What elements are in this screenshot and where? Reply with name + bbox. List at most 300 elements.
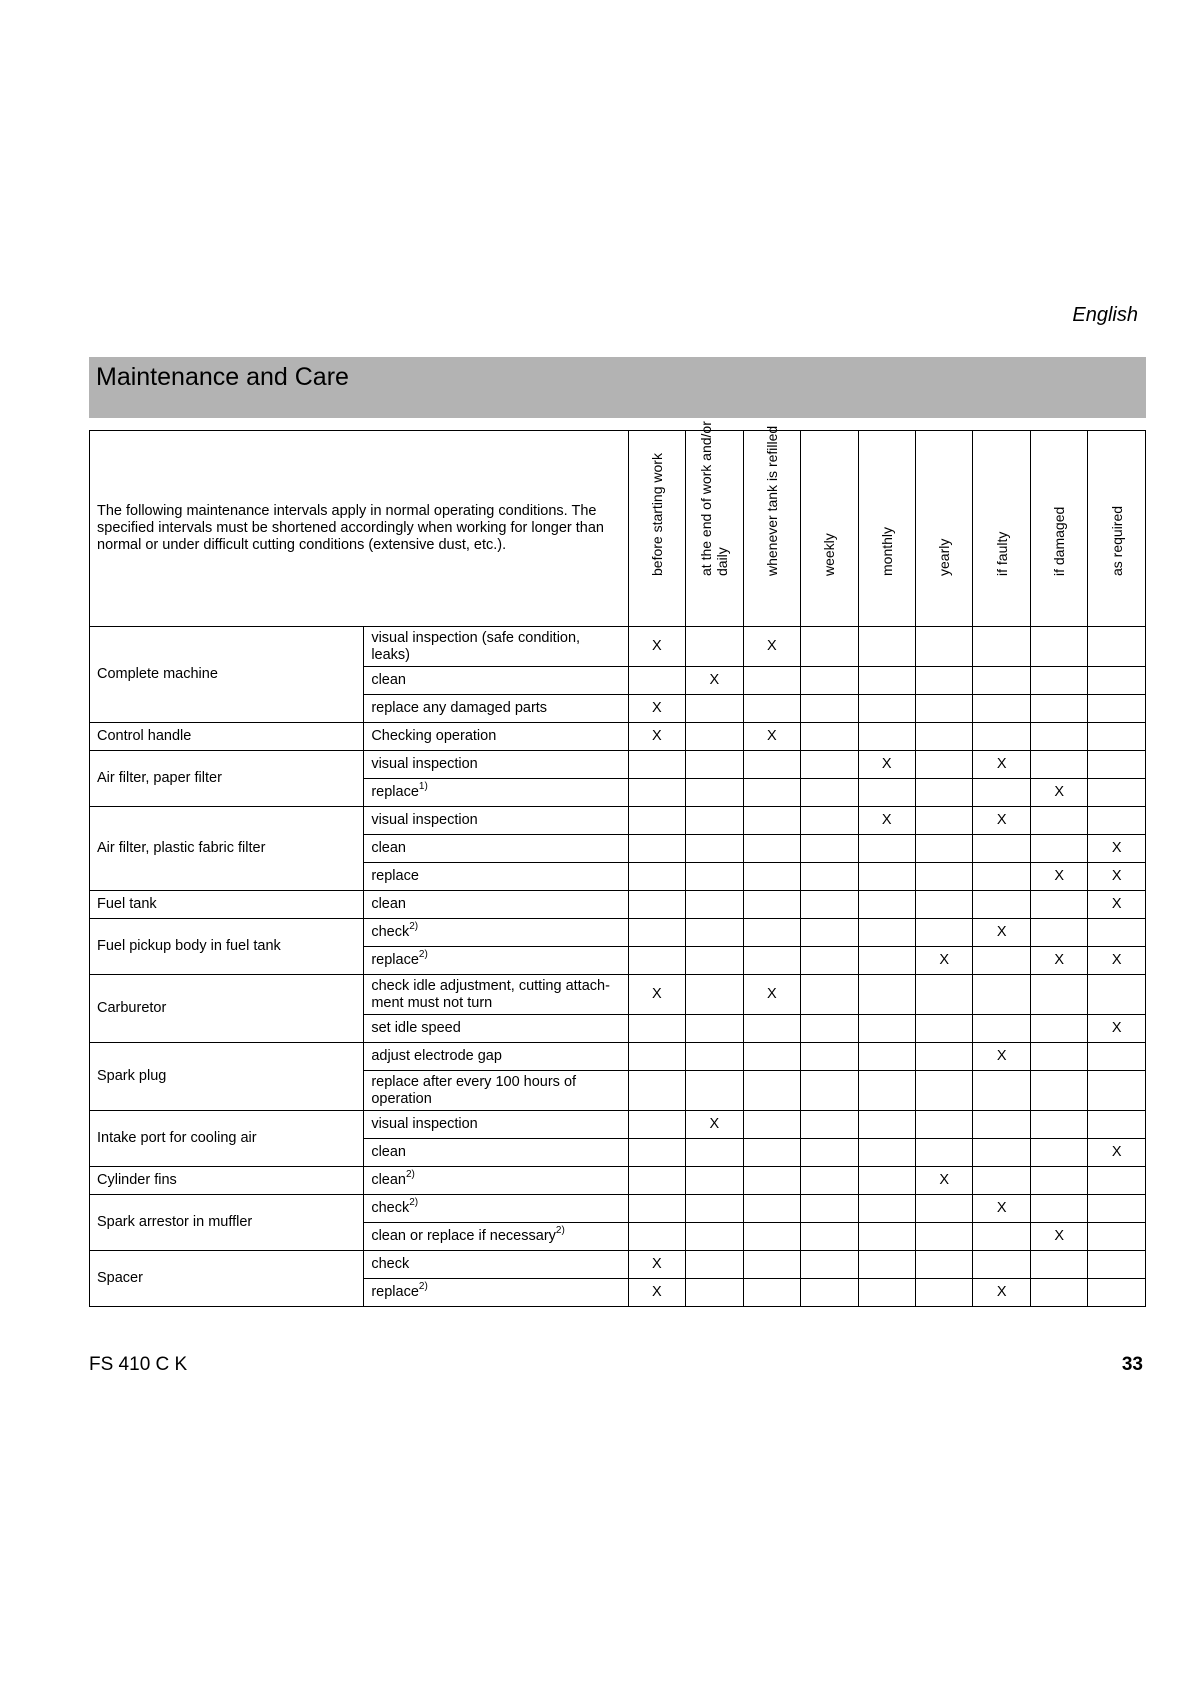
action-text: check [371,1200,410,1216]
interval-mark-cell [1088,1015,1146,1043]
interval-mark-cell [743,1111,800,1139]
column-header [686,421,743,627]
interval-mark-cell [973,1195,1030,1223]
maintenance-action [364,1223,628,1251]
action-text: replace [371,784,419,800]
interval-mark-cell [973,1043,1030,1071]
interval-mark-cell [801,627,858,667]
footnote-ref: 2) [409,921,419,933]
action-text: visual inspection [371,1116,478,1132]
maintenance-action [364,1043,628,1071]
interval-mark: X [651,986,662,1002]
interval-mark-cell [686,627,743,667]
maintenance-action [364,627,628,667]
interval-mark-cell [1088,947,1146,975]
interval-mark-cell [1030,723,1087,751]
interval-mark-cell [1088,627,1146,667]
interval-mark-cell [1088,1251,1146,1279]
page-number: 33 [1121,1354,1143,1375]
interval-mark: X [766,728,777,744]
interval-mark-cell [801,1279,858,1307]
table-row [90,751,1146,779]
interval-mark-cell [686,947,743,975]
interval-mark-cell [1088,919,1146,947]
interval-mark-cell [1088,863,1146,891]
interval-mark-cell [916,779,973,807]
interval-mark-cell [686,1111,743,1139]
interval-mark-cell [628,807,685,835]
interval-mark-cell [1088,751,1146,779]
interval-mark: X [651,1256,662,1272]
interval-mark-cell [801,1111,858,1139]
column-header [1030,431,1087,627]
maintenance-table [89,421,1146,1307]
interval-mark-cell [801,751,858,779]
interval-mark-cell [743,947,800,975]
footnote-ref: 2) [418,949,428,961]
interval-mark: X [881,812,892,828]
interval-mark-cell [973,695,1030,723]
interval-mark-cell [628,1223,685,1251]
column-header-line: as required [1108,505,1125,576]
interval-mark-cell [916,627,973,667]
interval-mark-cell [1088,779,1146,807]
interval-mark-cell [1030,695,1087,723]
interval-mark-cell [686,779,743,807]
component-name: Fuel tank [90,891,364,919]
interval-mark-cell [858,723,915,751]
action-text: clean [371,1172,406,1188]
interval-mark-cell [858,1279,915,1307]
interval-mark-cell [858,891,915,919]
interval-mark-cell [686,1015,743,1043]
interval-mark-cell [1030,975,1087,1015]
interval-mark-cell [743,1195,800,1223]
interval-mark-cell [916,1111,973,1139]
interval-mark-cell [628,863,685,891]
interval-mark-cell [628,751,685,779]
column-header-label [1097,396,1137,576]
interval-mark: X [766,638,777,654]
maintenance-action [364,723,628,751]
column-header-label [809,396,849,576]
interval-mark-cell [973,1139,1030,1167]
action-text: check idle adjustment, cutting attach- ment must not turn [371,977,610,1011]
interval-mark-cell [1088,891,1146,919]
interval-mark-cell [973,1251,1030,1279]
interval-mark-cell [686,695,743,723]
interval-mark-cell [858,1111,915,1139]
column-header-label [637,396,677,576]
interval-mark-cell [916,919,973,947]
interval-mark-cell [743,891,800,919]
interval-mark-cell [743,1015,800,1043]
maintenance-action [364,947,628,975]
maintenance-action [364,975,628,1015]
action-text: clean [371,672,406,688]
interval-mark-cell [973,667,1030,695]
interval-mark-cell [1088,695,1146,723]
interval-mark: X [996,812,1007,828]
interval-mark-cell [1088,1279,1146,1307]
interval-mark-cell [858,975,915,1015]
interval-mark-cell [916,835,973,863]
interval-mark-cell [858,751,915,779]
table-row [90,919,1146,947]
interval-mark-cell [916,975,973,1015]
interval-mark-cell [801,807,858,835]
maintenance-action [364,751,628,779]
interval-mark-cell [858,835,915,863]
model-number: FS 410 C K [89,1354,188,1375]
interval-mark-cell [973,1279,1030,1307]
maintenance-action [364,835,628,863]
interval-mark-cell [628,947,685,975]
interval-mark-cell [801,1071,858,1111]
interval-mark-cell [973,807,1030,835]
action-text: replace [371,1284,419,1300]
interval-mark-cell [916,695,973,723]
interval-mark-cell [858,1071,915,1111]
footnote-ref: 1) [418,781,428,793]
interval-mark-cell [628,1139,685,1167]
interval-mark-cell [1030,1139,1087,1167]
maintenance-action [364,863,628,891]
interval-mark-cell [973,1167,1030,1195]
interval-mark-cell [916,1279,973,1307]
interval-mark-cell [1030,779,1087,807]
action-text: clean [371,896,406,912]
interval-mark-cell [1030,1279,1087,1307]
interval-mark-cell [973,919,1030,947]
interval-mark-cell [628,1015,685,1043]
table-row [90,1043,1146,1071]
interval-mark-cell [916,723,973,751]
action-text: replace any damaged parts [371,700,548,716]
interval-mark-cell [858,1139,915,1167]
interval-mark-cell [801,947,858,975]
interval-mark-cell [858,779,915,807]
maintenance-action [364,695,628,723]
interval-mark-cell [686,863,743,891]
table-row [90,1111,1146,1139]
interval-mark-cell [916,1167,973,1195]
action-text: clean or replace if necessary [371,1228,556,1244]
interval-mark: X [939,1172,950,1188]
maintenance-action [364,807,628,835]
column-header [973,431,1030,627]
column-header [858,431,915,627]
interval-mark-cell [801,891,858,919]
interval-mark-cell [1030,667,1087,695]
interval-mark: X [996,1284,1007,1300]
column-header-line: weekly [821,533,838,576]
interval-mark-cell [973,1071,1030,1111]
interval-mark-cell [743,807,800,835]
interval-mark-cell [743,695,800,723]
interval-mark-cell [973,627,1030,667]
interval-mark-cell [858,919,915,947]
interval-mark: X [996,756,1007,772]
interval-mark-cell [628,1195,685,1223]
interval-mark-cell [1030,1015,1087,1043]
interval-mark-cell [743,1071,800,1111]
interval-mark-cell [686,1167,743,1195]
action-text: clean [371,1144,406,1160]
interval-mark-cell [858,667,915,695]
column-header [628,431,685,627]
interval-mark-cell [973,779,1030,807]
component-name: Spark plug [90,1043,364,1111]
interval-mark-cell [686,919,743,947]
interval-mark: X [651,1284,662,1300]
interval-mark-cell [1030,627,1087,667]
interval-mark-cell [916,891,973,919]
interval-mark-cell [743,779,800,807]
interval-mark-cell [743,1279,800,1307]
interval-mark-cell [801,863,858,891]
action-text: visual inspection [371,812,478,828]
interval-mark-cell [1088,975,1146,1015]
interval-mark-cell [1030,863,1087,891]
component-name: Air filter, plastic fabric filter [90,807,364,891]
interval-mark-cell [686,807,743,835]
interval-mark-cell [916,947,973,975]
interval-mark-cell [628,1071,685,1111]
interval-mark-cell [1030,1167,1087,1195]
interval-mark-cell [858,807,915,835]
interval-mark-cell [743,627,800,667]
interval-mark-cell [743,975,800,1015]
footnote-ref: 2) [418,1281,428,1293]
column-header-label [867,396,907,576]
interval-mark: X [709,672,720,688]
interval-mark-cell [973,835,1030,863]
column-header-line: if faulty [993,531,1010,576]
interval-mark-cell [973,1015,1030,1043]
interval-mark-cell [801,1223,858,1251]
interval-mark-cell [973,975,1030,1015]
component-name: Control handle [90,723,364,751]
interval-mark-cell [916,863,973,891]
column-header-label [924,396,964,576]
interval-mark-cell [628,919,685,947]
table-row [90,975,1146,1015]
interval-mark-cell [628,627,685,667]
interval-mark-cell [973,891,1030,919]
interval-mark-cell [686,1279,743,1307]
interval-mark-cell [628,723,685,751]
interval-mark: X [881,756,892,772]
interval-mark-cell [686,751,743,779]
interval-mark-cell [1088,807,1146,835]
action-text: replace after every 100 hours of operation [371,1073,577,1107]
column-header-line: monthly [878,526,895,576]
interval-mark-cell [628,1043,685,1071]
interval-mark-cell [628,891,685,919]
interval-mark-cell [1030,1071,1087,1111]
maintenance-action [364,1195,628,1223]
column-header-line: yearly [936,538,953,576]
column-header-line: at the end of work and/or [698,421,715,576]
interval-mark-cell [1088,1111,1146,1139]
table-row [90,1251,1146,1279]
interval-mark: X [1054,784,1065,800]
interval-mark-cell [628,695,685,723]
table-row [90,891,1146,919]
interval-mark-cell [858,1251,915,1279]
interval-mark-cell [743,1139,800,1167]
interval-mark-cell [1088,1195,1146,1223]
maintenance-action [364,1279,628,1307]
interval-mark-cell [686,1223,743,1251]
interval-mark-cell [1088,835,1146,863]
table-row [90,807,1146,835]
interval-mark-cell [743,863,800,891]
intro-text: The following maintenance intervals apply in normal operating conditions. The specified intervals must be shortened accordingly when working for longer than normal or under difficult cutting conditions (extensive dust, etc.). [90,431,629,627]
interval-mark: X [1111,896,1122,912]
column-header [801,431,858,627]
interval-mark-cell [686,835,743,863]
interval-mark-cell [916,1251,973,1279]
interval-mark: X [1111,868,1122,884]
interval-mark-cell [858,695,915,723]
action-text: check [371,924,410,940]
interval-mark: X [1111,840,1122,856]
footnote-ref: 2) [555,1225,565,1237]
action-text: set idle speed [371,1020,461,1036]
interval-mark: X [1054,952,1065,968]
interval-mark-cell [1030,807,1087,835]
interval-mark-cell [801,919,858,947]
maintenance-action [364,1139,628,1167]
interval-mark-cell [686,1251,743,1279]
interval-mark-cell [743,751,800,779]
interval-mark-cell [628,667,685,695]
interval-mark: X [996,924,1007,940]
interval-mark-cell [973,751,1030,779]
interval-mark-cell [973,1111,1030,1139]
column-header-label [752,396,792,576]
interval-mark-cell [801,1167,858,1195]
interval-mark-cell [1030,1195,1087,1223]
component-name: Spacer [90,1251,364,1307]
maintenance-action [364,1251,628,1279]
column-header [743,425,800,627]
interval-mark-cell [858,1015,915,1043]
action-text: adjust electrode gap [371,1048,502,1064]
interval-mark-cell [1088,1071,1146,1111]
interval-mark: X [1111,1144,1122,1160]
interval-mark-cell [858,863,915,891]
interval-mark: X [1054,1228,1065,1244]
interval-mark-cell [743,1223,800,1251]
table-row [90,1195,1146,1223]
component-name: Intake port for cooling air [90,1111,364,1167]
interval-mark-cell [686,1071,743,1111]
interval-mark-cell [743,919,800,947]
interval-mark-cell [916,1195,973,1223]
interval-mark-cell [801,1043,858,1071]
action-text: visual inspection (safe condition, leaks) [371,629,581,663]
interval-mark-cell [858,627,915,667]
interval-mark-cell [686,1139,743,1167]
interval-mark-cell [801,1195,858,1223]
maintenance-action [364,1111,628,1139]
maintenance-action [364,919,628,947]
interval-mark-cell [686,891,743,919]
interval-mark-cell [801,695,858,723]
interval-mark: X [996,1048,1007,1064]
interval-mark-cell [916,1043,973,1071]
table-row [90,1167,1146,1195]
action-text: visual inspection [371,756,478,772]
interval-mark-cell [628,779,685,807]
language-label: English [1072,304,1138,326]
interval-mark-cell [628,1251,685,1279]
interval-mark-cell [801,835,858,863]
component-name: Spark arrestor in muffler [90,1195,364,1251]
interval-mark-cell [973,947,1030,975]
interval-mark-cell [801,723,858,751]
component-name: Fuel pickup body in fuel tank [90,919,364,975]
interval-mark-cell [743,667,800,695]
interval-mark: X [1111,952,1122,968]
interval-mark-cell [628,1167,685,1195]
interval-mark: X [766,986,777,1002]
interval-mark-cell [801,1251,858,1279]
column-header-label [1039,396,1079,576]
interval-mark-cell [1030,947,1087,975]
interval-mark-cell [1030,1251,1087,1279]
interval-mark-cell [1030,919,1087,947]
interval-mark: X [1054,868,1065,884]
page-title: Maintenance and Care [96,363,349,391]
interval-mark-cell [858,947,915,975]
interval-mark-cell [1088,1167,1146,1195]
interval-mark-cell [628,1111,685,1139]
column-header-line: before starting work [648,453,665,576]
interval-mark-cell [973,1223,1030,1251]
action-text: clean [371,840,406,856]
interval-mark-cell [916,667,973,695]
interval-mark-cell [628,835,685,863]
maintenance-action [364,1167,628,1195]
column-header-line: whenever tank is refilled [763,425,780,576]
interval-mark-cell [686,723,743,751]
component-name: Air filter, paper filter [90,751,364,807]
interval-mark-cell [1088,667,1146,695]
interval-mark-cell [743,1167,800,1195]
footnote-ref: 2) [409,1197,419,1209]
component-name: Complete machine [90,627,364,723]
interval-mark-cell [801,1139,858,1167]
interval-mark-cell [858,1195,915,1223]
interval-mark-cell [1030,835,1087,863]
interval-mark: X [709,1116,720,1132]
interval-mark: X [996,1200,1007,1216]
column-header [1088,431,1146,627]
table-header-row [90,431,1146,627]
interval-mark-cell [628,1279,685,1307]
interval-mark-cell [686,975,743,1015]
column-header-label [694,396,734,576]
component-name: Cylinder fins [90,1167,364,1195]
maintenance-action [364,779,628,807]
interval-mark-cell [743,1251,800,1279]
maintenance-action [364,1015,628,1043]
interval-mark-cell [916,1015,973,1043]
